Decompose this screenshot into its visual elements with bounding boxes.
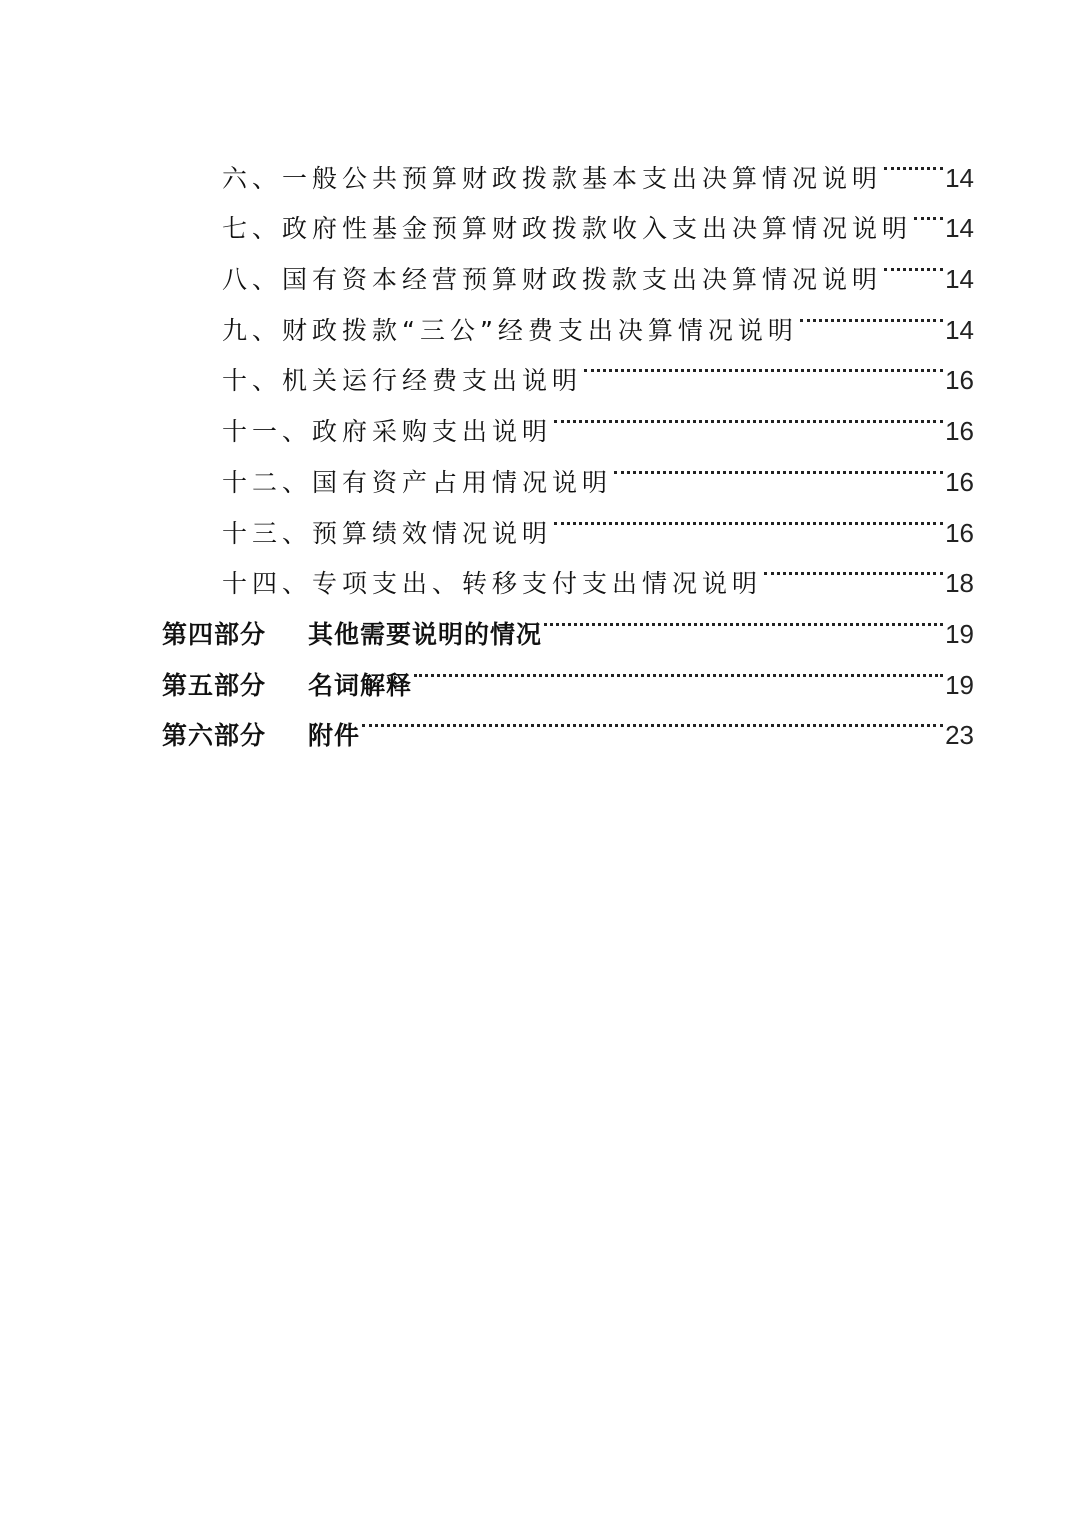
toc-page-number: 18 [945,568,974,599]
toc-page-number: 14 [945,162,974,193]
toc-page-number: 14 [945,264,974,295]
toc-entry-title: 十、机关运行经费支出说明 [222,366,583,396]
toc-dot-leader [800,288,943,339]
toc-entry-title: 十四、专项支出、转移支付支出情况说明 [222,569,763,599]
toc-page-number: 14 [945,213,974,244]
toc-entry-title: 十三、预算绩效情况说明 [222,518,553,548]
toc-entry-title: 七、政府性基金预算财政拨款收入支出决算情况说明 [222,214,913,244]
toc-dot-leader [614,440,943,491]
toc-dot-leader [584,339,943,390]
toc-entry-title: 六、一般公共预算财政拨款基本支出决算情况说明 [222,163,883,193]
toc-page-number: 16 [945,466,974,497]
toc-entry-title: 八、国有资本经营预算财政拨款支出决算情况说明 [222,265,883,295]
toc-entry-title: 九、财政拨款“三公”经费支出决算情况说明 [222,315,798,345]
toc-part-label: 第五部分 [162,670,267,700]
toc-page-number: 23 [945,720,974,751]
toc-entry-title: 十二、国有资产占用情况说明 [222,467,613,497]
toc-page-number: 16 [945,517,974,548]
toc-dot-leader [884,136,943,187]
toc-page-number: 16 [945,365,974,396]
table-of-contents [162,136,974,751]
toc-page-number: 19 [945,618,974,649]
toc-part-title: 其他需要说明的情况 [308,619,543,649]
toc-page-number: 16 [945,416,974,447]
toc-dot-leader [554,491,943,542]
toc-part-title: 名词解释 [308,670,413,700]
toc-dot-leader [362,694,943,745]
toc-entry[interactable] [162,136,974,193]
toc-dot-leader [764,542,943,593]
toc-part-title: 附件 [308,721,361,751]
toc-page-number: 19 [945,669,974,700]
toc-page-number: 14 [945,314,974,345]
toc-dot-leader [884,237,943,288]
toc-part-label: 第四部分 [162,619,267,649]
toc-dot-leader [914,187,943,238]
toc-dot-leader [544,592,943,643]
toc-part-label: 第六部分 [162,721,267,751]
toc-entry-title: 十一、政府采购支出说明 [222,417,553,447]
toc-dot-leader [414,643,943,694]
toc-dot-leader [554,389,943,440]
